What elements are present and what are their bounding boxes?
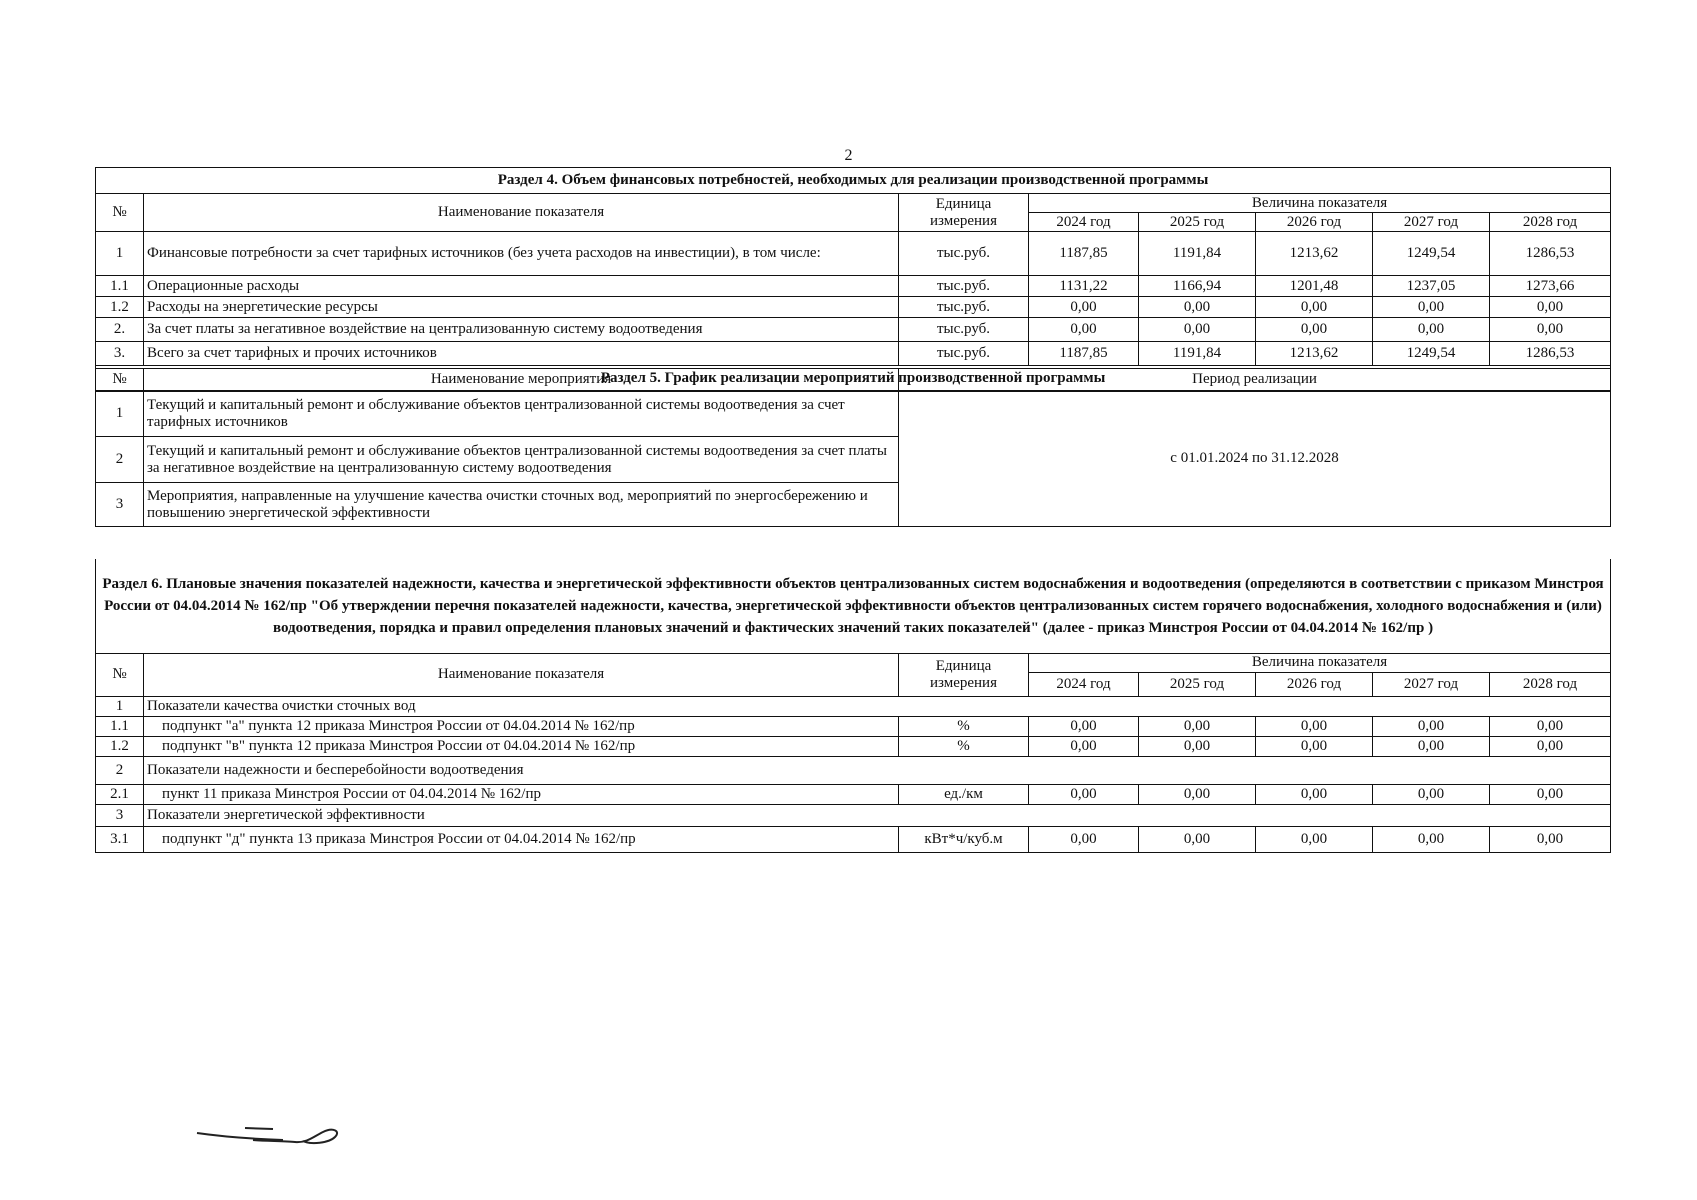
group-name: Показатели надежности и бесперебойности водоотведения — [144, 756, 1611, 784]
col-unit-header: Единица измерения — [899, 194, 1029, 232]
row-value: 0,00 — [1029, 784, 1139, 804]
row-num: 1 — [96, 232, 144, 276]
row-value: 1213,62 — [1256, 232, 1373, 276]
row-value: 1237,05 — [1373, 276, 1490, 297]
row-num: 3.1 — [96, 826, 144, 852]
col-value-header: Величина показателя — [1029, 653, 1611, 672]
row-value: 1249,54 — [1373, 232, 1490, 276]
table-row — [96, 342, 1611, 366]
row-value: 0,00 — [1373, 297, 1490, 318]
row-name: Всего за счет тарифных и прочих источников — [144, 342, 899, 366]
year-header: 2026 год — [1256, 672, 1373, 696]
year-header: 2026 год — [1256, 213, 1373, 232]
row-num: 2.1 — [96, 784, 144, 804]
row-value: 0,00 — [1256, 318, 1373, 342]
table-row — [96, 736, 1611, 756]
row-value: 0,00 — [1029, 297, 1139, 318]
row-name: Текущий и капитальный ремонт и обслуживание объектов централизованной системы водоотведения за счет тарифных источников — [144, 391, 899, 437]
table-row — [96, 784, 1611, 804]
group-row — [96, 804, 1611, 826]
row-name: подпункт "а" пункта 12 приказа Минстроя России от 04.04.2014 № 162/пр — [144, 716, 899, 736]
table-row — [96, 232, 1611, 276]
group-name: Показатели энергетической эффективности — [144, 804, 1611, 826]
row-unit: тыс.руб. — [899, 318, 1029, 342]
row-value: 0,00 — [1139, 716, 1256, 736]
row-num: 3. — [96, 342, 144, 366]
row-value: 1187,85 — [1029, 342, 1139, 366]
row-value: 1286,53 — [1490, 232, 1611, 276]
group-num: 1 — [96, 696, 144, 716]
row-unit: тыс.руб. — [899, 342, 1029, 366]
row-value: 0,00 — [1373, 826, 1490, 852]
table-row — [96, 826, 1611, 852]
row-value: 0,00 — [1139, 318, 1256, 342]
row-value: 0,00 — [1256, 784, 1373, 804]
col-name-header: Наименование показателя — [144, 653, 899, 696]
group-num: 3 — [96, 804, 144, 826]
row-value: 0,00 — [1490, 736, 1611, 756]
col-num-header: № — [96, 653, 144, 696]
row-value: 0,00 — [1373, 736, 1490, 756]
row-value: 1201,48 — [1256, 276, 1373, 297]
row-value: 0,00 — [1029, 318, 1139, 342]
section4-title: Раздел 4. Объем финансовых потребностей, необходимых для реализации производственной программы — [96, 168, 1611, 194]
row-value: 1131,22 — [1029, 276, 1139, 297]
row-value: 0,00 — [1256, 736, 1373, 756]
row-value: 0,00 — [1373, 784, 1490, 804]
table-row — [96, 297, 1611, 318]
row-name: Текущий и капитальный ремонт и обслуживание объектов централизованной системы водоотведения за счет платы за негативное воздействие на централизованную систему водоотведения — [144, 437, 899, 483]
row-name: Мероприятия, направленные на улучшение качества очистки сточных вод, мероприятий по энергосбережению и повышению энергетической эффективности — [144, 483, 899, 527]
row-name: подпункт "в" пункта 12 приказа Минстроя России от 04.04.2014 № 162/пр — [144, 736, 899, 756]
row-num: 3 — [96, 483, 144, 527]
row-num: 1 — [96, 391, 144, 437]
year-header: 2025 год — [1139, 213, 1256, 232]
row-value: 1249,54 — [1373, 342, 1490, 366]
row-num: 1.2 — [96, 297, 144, 318]
col-value-header: Величина показателя — [1029, 194, 1611, 213]
group-name: Показатели качества очистки сточных вод — [144, 696, 1611, 716]
year-header: 2027 год — [1373, 213, 1490, 232]
year-header: 2025 год — [1139, 672, 1256, 696]
row-name: Операционные расходы — [144, 276, 899, 297]
row-value: 0,00 — [1490, 784, 1611, 804]
row-value: 0,00 — [1256, 716, 1373, 736]
row-value: 0,00 — [1490, 297, 1611, 318]
signature — [195, 1115, 355, 1155]
row-value: 0,00 — [1029, 716, 1139, 736]
row-unit: % — [899, 736, 1029, 756]
col-num-header: № — [96, 369, 144, 391]
table-row — [96, 318, 1611, 342]
row-name: Расходы на энергетические ресурсы — [144, 297, 899, 318]
col-name-header: Наименование мероприятия — [144, 369, 899, 391]
row-name: За счет платы за негативное воздействие на централизованную систему водоотведения — [144, 318, 899, 342]
col-unit-header: Единица измерения — [899, 653, 1029, 696]
row-value: 1187,85 — [1029, 232, 1139, 276]
row-value: 0,00 — [1139, 784, 1256, 804]
year-header: 2028 год — [1490, 213, 1611, 232]
section6-table — [95, 559, 1611, 853]
year-header: 2027 год — [1373, 672, 1490, 696]
col-num-header: № — [96, 194, 144, 232]
row-name: Финансовые потребности за счет тарифных источников (без учета расходов на инвестиции), в том числе: — [144, 232, 899, 276]
row-name: пункт 11 приказа Минстроя России от 04.04.2014 № 162/пр — [144, 784, 899, 804]
row-unit: тыс.руб. — [899, 276, 1029, 297]
year-header: 2024 год — [1029, 672, 1139, 696]
row-num: 1.2 — [96, 736, 144, 756]
row-value: 1213,62 — [1256, 342, 1373, 366]
row-name: подпункт "д" пункта 13 приказа Минстроя России от 04.04.2014 № 162/пр — [144, 826, 899, 852]
col-period-header: Период реализации — [899, 369, 1611, 391]
col-name-header: Наименование показателя — [144, 194, 899, 232]
row-value: 0,00 — [1029, 736, 1139, 756]
row-value: 1166,94 — [1139, 276, 1256, 297]
row-value: 1191,84 — [1139, 342, 1256, 366]
section5-table — [95, 368, 1611, 527]
group-num: 2 — [96, 756, 144, 784]
page-number: 2 — [844, 147, 853, 164]
row-unit: % — [899, 716, 1029, 736]
year-header: 2028 год — [1490, 672, 1611, 696]
section5-title: Раздел 5. График реализации мероприятий производственной программы — [96, 366, 1611, 392]
row-value: 1273,66 — [1490, 276, 1611, 297]
table-row — [96, 716, 1611, 736]
group-row — [96, 696, 1611, 716]
row-value: 0,00 — [1490, 826, 1611, 852]
row-unit: тыс.руб. — [899, 232, 1029, 276]
row-value: 0,00 — [1490, 716, 1611, 736]
row-value: 1191,84 — [1139, 232, 1256, 276]
row-num: 1.1 — [96, 716, 144, 736]
row-value: 0,00 — [1490, 318, 1611, 342]
row-unit: кВт*ч/куб.м — [899, 826, 1029, 852]
row-unit: ед./км — [899, 784, 1029, 804]
row-num: 2. — [96, 318, 144, 342]
period-value: с 01.01.2024 по 31.12.2028 — [899, 391, 1611, 527]
row-unit: тыс.руб. — [899, 297, 1029, 318]
section4-table — [95, 167, 1611, 392]
group-row — [96, 756, 1611, 784]
table-row — [96, 391, 1611, 437]
year-header: 2024 год — [1029, 213, 1139, 232]
row-value: 0,00 — [1373, 318, 1490, 342]
row-value: 0,00 — [1139, 297, 1256, 318]
table-row — [96, 276, 1611, 297]
row-value: 0,00 — [1256, 826, 1373, 852]
row-num: 1.1 — [96, 276, 144, 297]
row-value: 1286,53 — [1490, 342, 1611, 366]
row-num: 2 — [96, 437, 144, 483]
row-value: 0,00 — [1373, 716, 1490, 736]
row-value: 0,00 — [1139, 736, 1256, 756]
section6-title: Раздел 6. Плановые значения показателей надежности, качества и энергетической эффективности объектов централизованных систем водоснабжения и водоотведения (определяются в соответствии с приказом Минстроя России от 04.04.2014 № 162/пр "Об утверждении перечня показателей надежности, качества, энергетической эффективности объектов централизованных систем горячего водоснабжения, холодного водоснабжения и (или) водоотведения, порядка и правил определения плановых значений и фактических значений таких показателей" (далее - приказ Минстроя России от 04.04.2014 № 162/пр ) — [96, 559, 1611, 653]
row-value: 0,00 — [1139, 826, 1256, 852]
row-value: 0,00 — [1256, 297, 1373, 318]
row-value: 0,00 — [1029, 826, 1139, 852]
